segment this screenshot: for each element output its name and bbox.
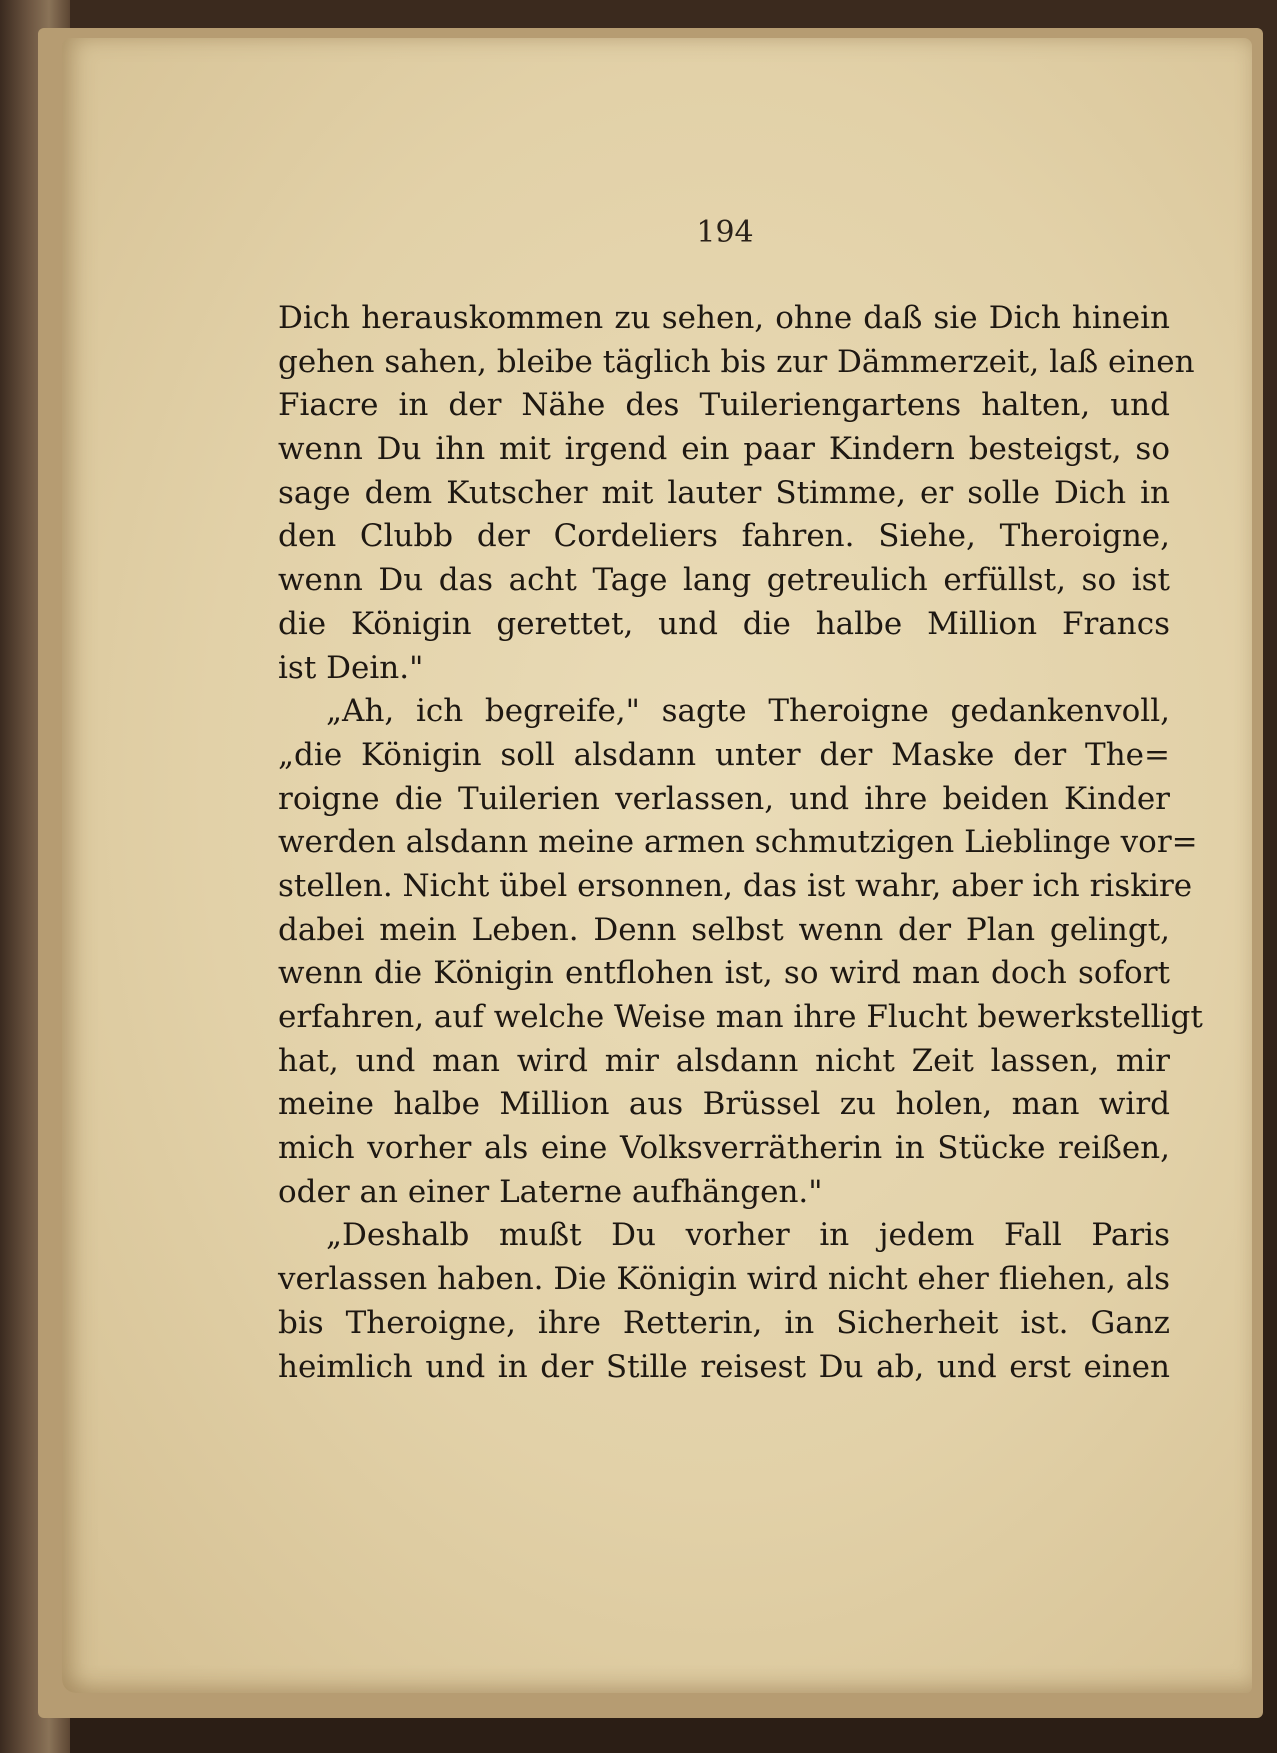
page-number: 194 xyxy=(696,215,754,250)
text-line: „Deshalb mußt Du vorher in jedem Fall Paris xyxy=(326,1217,1170,1254)
body-text xyxy=(278,297,1203,1389)
text-line: verlassen haben. Die Königin wird nicht eher fliehen, als xyxy=(278,1261,1170,1298)
text-line: „die Königin soll alsdann unter der Maske der The= xyxy=(278,736,1170,773)
text-line: ist Dein." xyxy=(278,649,424,686)
text-line: meine halbe Million aus Brüssel zu holen, man wird xyxy=(278,1086,1170,1123)
text-line: stellen. Nicht übel ersonnen, das ist wahr, aber ich riskire xyxy=(278,867,1193,904)
text-line: bis Theroigne, ihre Retterin, in Sicherheit ist. Ganz xyxy=(278,1304,1170,1341)
text-line: roigne die Tuilerien verlassen, und ihre beiden Kinder xyxy=(278,780,1170,817)
text-line: die Königin gerettet, und die halbe Million Francs xyxy=(278,605,1170,642)
text-line: dabei mein Leben. Denn selbst wenn der Plan gelingt, xyxy=(278,911,1170,948)
text-line: wenn Du ihn mit irgend ein paar Kindern besteigst, so xyxy=(278,431,1170,468)
text-line: heimlich und in der Stille reisest Du ab, und erst einen xyxy=(278,1348,1170,1385)
text-line: wenn Du das acht Tage lang getreulich erfüllst, so ist xyxy=(278,562,1170,599)
text-line: mich vorher als eine Volksverrätherin in Stücke reißen, xyxy=(278,1130,1170,1167)
text-line: „Ah, ich begreife," sagte Theroigne gedankenvoll, xyxy=(326,693,1170,730)
text-line: hat, und man wird mir alsdann nicht Zeit lassen, mir xyxy=(278,1042,1170,1079)
text-line: wenn die Königin entflohen ist, so wird man doch sofort xyxy=(278,955,1170,992)
text-line: erfahren, auf welche Weise man ihre Flucht bewerkstelligt xyxy=(278,999,1203,1035)
text-line: den Clubb der Cordeliers fahren. Siehe, Theroigne, xyxy=(278,518,1170,555)
text-line: Dich herauskommen zu sehen, ohne daß sie Dich hinein xyxy=(278,300,1170,336)
text-line: gehen sahen, bleibe täglich bis zur Dämmerzeit, laß einen xyxy=(278,343,1195,380)
text-line: sage dem Kutscher mit lauter Stimme, er solle Dich in xyxy=(278,474,1170,511)
text-line: Fiacre in der Nähe des Tuileriengartens halten, und xyxy=(278,387,1170,424)
text-line: oder an einer Laterne aufhängen." xyxy=(278,1173,823,1210)
text-line: werden alsdann meine armen schmutzigen Lieblinge vor= xyxy=(278,824,1198,861)
